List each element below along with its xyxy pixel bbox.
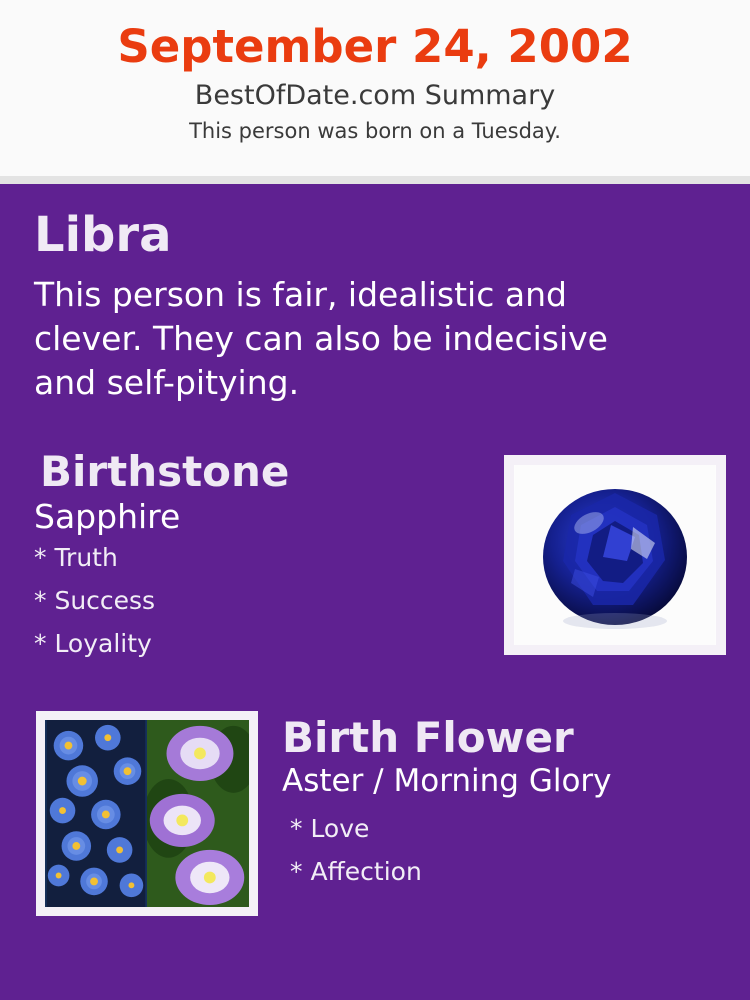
birthstone-name: Sapphire [34, 497, 181, 536]
birthstone-trait: * Success [34, 585, 156, 615]
birth-flower-title: Birth Flower [282, 712, 574, 762]
birth-flower-trait: * Love [290, 814, 370, 844]
header-divider [0, 176, 750, 184]
birth-flower-section [34, 711, 716, 926]
birthstone-trait: * Truth [34, 542, 118, 572]
zodiac-sign-title: Libra [34, 207, 172, 263]
birthstone-trait: * Loyality [34, 628, 152, 658]
header [0, 0, 750, 176]
sapphire-image-area [514, 465, 716, 645]
morning-glory-image [147, 720, 249, 907]
birthstone-title: Birthstone [40, 446, 290, 496]
flower-image-area [45, 720, 249, 907]
zodiac-description: This person is fair, idealistic and clever. They can also be indecisive and self-pitying. [34, 275, 608, 402]
aster-image [45, 720, 147, 907]
sapphire-gemstone-photo [504, 455, 726, 655]
morning-glory-flowers-icon [147, 720, 249, 907]
site-summary-label: BestOfDate.com Summary [194, 79, 556, 111]
birth-flower-trait: * Affection [290, 857, 422, 887]
sapphire-icon [514, 465, 716, 645]
aster-flowers-icon [45, 720, 147, 907]
page-title: September 24, 2002 [117, 20, 633, 73]
born-day-note: This person was born on a Tuesday. [189, 118, 561, 143]
birth-flower-name: Aster / Morning Glory [282, 763, 612, 799]
birth-flower-text [282, 711, 716, 887]
details-panel [0, 184, 750, 1000]
birthstone-section [34, 446, 716, 679]
aster-morning-glory-photo [36, 711, 258, 916]
